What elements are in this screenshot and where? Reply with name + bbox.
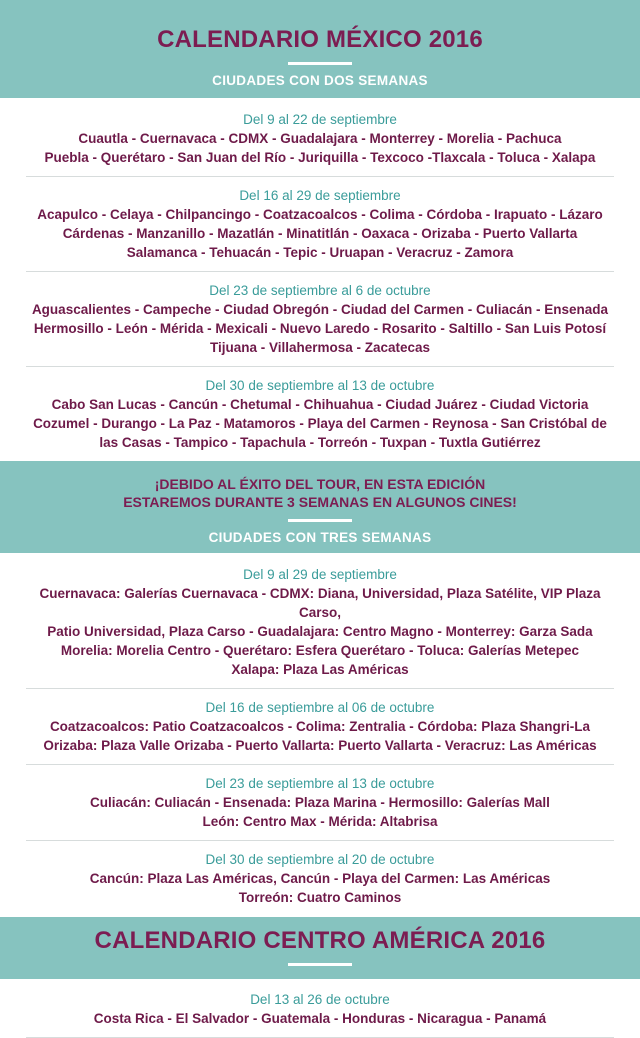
date-range: Del 23 de septiembre al 6 de octubre <box>209 283 431 298</box>
three-weeks-section <box>0 553 640 917</box>
tour-notice-line: ESTAREMOS DURANTE 3 SEMANAS EN ALGUNOS CINES! <box>123 494 517 510</box>
cinema-line: Morelia: Morelia Centro - Querétaro: Esfera Querétaro - Toluca: Galerías Metepec <box>60 643 580 658</box>
title-divider <box>288 963 352 966</box>
schedule-block <box>26 553 614 689</box>
city-line: Hermosillo - León - Mérida - Mexicali - Nuevo Laredo - Rosarito - Saltillo - San Luis Potosí <box>33 321 607 336</box>
three-weeks-header-band <box>0 461 640 553</box>
three-weeks-heading: CIUDADES CON TRES SEMANAS <box>208 530 432 545</box>
city-line: Cozumel - Durango - La Paz - Matamoros - Playa del Carmen - Reynosa - San Cristóbal de <box>33 416 607 431</box>
two-weeks-heading: CIUDADES CON DOS SEMANAS <box>212 73 428 88</box>
date-range: Del 30 de septiembre al 13 de octubre <box>205 378 435 393</box>
cinema-line: Coatzacoalcos: Patio Coatzacoalcos - Colima: Zentralia - Córdoba: Plaza Shangri-La <box>49 719 591 734</box>
city-line: Tijuana - Villahermosa - Zacatecas <box>209 340 431 355</box>
schedule-block <box>26 841 614 917</box>
cinema-line: Culiacán: Culiacán - Ensenada: Plaza Marina - Hermosillo: Galerías Mall <box>90 795 550 810</box>
city-line: Acapulco - Celaya - Chilpancingo - Coatzacoalcos - Colima - Córdoba - Irapuato - Lázaro <box>37 207 603 222</box>
country-line: Costa Rica - El Salvador - Guatemala - Honduras - Nicaragua - Panamá <box>93 1011 547 1026</box>
central-america-header-band <box>0 917 640 979</box>
date-range: Del 30 de septiembre al 20 de octubre <box>205 852 435 867</box>
cinema-line: León: Centro Max - Mérida: Altabrisa <box>202 814 438 829</box>
city-line: las Casas - Tampico - Tapachula - Torreón - Tuxpan - Tuxtla Gutiérrez <box>99 435 541 450</box>
city-line: Salamanca - Tehuacán - Tepic - Uruapan - Veracruz - Zamora <box>126 245 514 260</box>
central-america-section <box>0 979 640 1038</box>
cinema-line: Torreón: Cuatro Caminos <box>238 890 402 905</box>
schedule-block <box>26 177 614 272</box>
mexico-header-band <box>0 0 640 98</box>
mexico-calendar-title: CALENDARIO MÉXICO 2016 <box>157 26 483 53</box>
cinema-line: Orizaba: Plaza Valle Orizaba - Puerto Vallarta: Puerto Vallarta - Veracruz: Las Américas <box>43 738 597 753</box>
date-range: Del 23 de septiembre al 13 de octubre <box>205 776 435 791</box>
date-range: Del 9 al 22 de septiembre <box>243 112 397 127</box>
date-range: Del 16 de septiembre al 06 de octubre <box>205 700 435 715</box>
city-line: Cabo San Lucas - Cancún - Chetumal - Chihuahua - Ciudad Juárez - Ciudad Victoria <box>51 397 589 412</box>
date-range: Del 16 al 29 de septiembre <box>239 188 401 203</box>
cinema-line: Cuernavaca: Galerías Cuernavaca - CDMX: Diana, Universidad, Plaza Satélite, VIP Plaza Carso, <box>39 586 601 620</box>
schedule-block <box>26 367 614 461</box>
schedule-block <box>26 689 614 765</box>
schedule-block <box>26 765 614 841</box>
central-america-calendar-title: CALENDARIO CENTRO AMÉRICA 2016 <box>94 927 546 954</box>
tour-notice-line: ¡DEBIDO AL ÉXITO DEL TOUR, EN ESTA EDICIÓN <box>154 476 486 492</box>
date-range: Del 13 al 26 de octubre <box>250 992 390 1007</box>
schedule-block <box>26 272 614 367</box>
city-line: Cuautla - Cuernavaca - CDMX - Guadalajara - Monterrey - Morelia - Pachuca <box>78 131 562 146</box>
title-divider <box>288 62 352 65</box>
city-line: Cárdenas - Manzanillo - Mazatlán - Minatitlán - Oaxaca - Orizaba - Puerto Vallarta <box>62 226 578 241</box>
city-line: Aguascalientes - Campeche - Ciudad Obregón - Ciudad del Carmen - Culiacán - Ensenada <box>31 302 609 317</box>
cinema-line: Cancún: Plaza Las Américas, Cancún - Playa del Carmen: Las Américas <box>89 871 551 886</box>
notice-divider <box>288 519 352 522</box>
cinema-line: Patio Universidad, Plaza Carso - Guadalajara: Centro Magno - Monterrey: Garza Sada <box>47 624 593 639</box>
schedule-block <box>26 98 614 177</box>
city-line: Puebla - Querétaro - San Juan del Río - Juriquilla - Texcoco -Tlaxcala - Toluca - Xalapa <box>44 150 596 165</box>
schedule-block <box>26 979 614 1038</box>
date-range: Del 9 al 29 de septiembre <box>243 567 397 582</box>
two-weeks-section <box>0 98 640 461</box>
cinema-line: Xalapa: Plaza Las Américas <box>231 662 409 677</box>
